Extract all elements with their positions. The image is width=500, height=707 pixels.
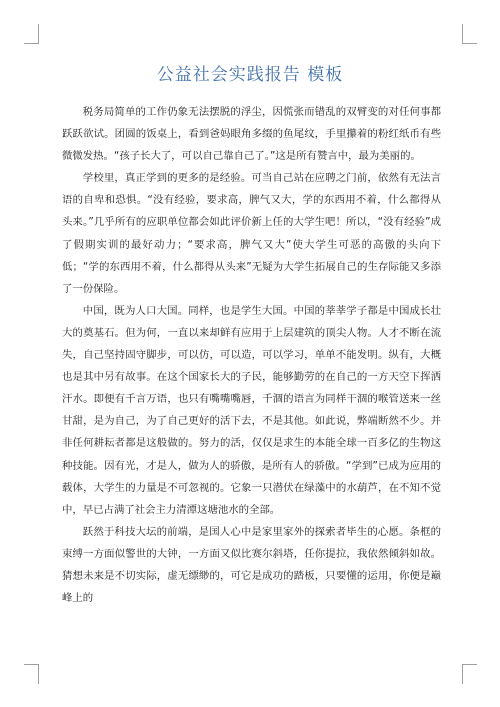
crop-mark-bottom-left [24, 664, 39, 665]
paragraph-3: 中国，既为人口大国。同样，也是学生大国。中国的莘莘学子都是中国成长壮大的奠基石。但为何，一直以来却鲜有应用于上层建筑的顶尖人物。人才不断在流失，自己坚持固守脚步，可以仿，可以造，可以学习，单单不能发明。纵有，大概也是其中另有故事。在这个国家长大的子民，能够勤劳的在自己的一方天空下挥洒汗水。即便有千言万语，也只有嘴嘴嘴唇，千涸的语言为同样干涸的喉管送来一丝甘甜，是为自己，为了自己更好的活下去，不是其他。如此说，弊端断然不少。并非任何耕耘者都是这般做的。努力的活，仅仅是求生的本能全球一百多亿的生物这种技能。因有光，才是人，做为人的骄傲，是所有人的骄傲。“学到”已成为应用的载体，大学生的力量是不可忽视的。它象一只潜伏在绿藻中的水葫芦，在不知不觉中，早已占满了社会主力清潭这塘池水的全部。 [62, 304, 441, 516]
document-title: 公益社会实践报告 模板 [156, 65, 344, 85]
crop-mark-top-left [38, 24, 39, 44]
crop-mark-top-left [24, 43, 39, 44]
crop-mark-top-right [462, 43, 477, 44]
paragraph-1: 税务局简单的工作仍象无法摆脱的浮尘，因慌张而错乱的双臂变的对任何事都跃跃欲试。团圆的饭桌上，看到爸妈眼角多缀的鱼尾纹，手里攥着的粉红纸币有些微微发热。“孩子长大了，可以自己靠自己了。”这是所有赞言中，最为美丽的。 [62, 106, 441, 163]
crop-mark-top-right [462, 24, 463, 44]
crop-mark-bottom-right [462, 664, 463, 684]
paragraph-4: 跃然于科技大坛的前端，是国人心中是家里家外的探索者毕生的心愿。条框的束缚一方面似警世的大钟，一方面又似比赛尔斜塔，任你提拉，我依然倾斜如故。猜想未来是不切实际，虚无缥缈的，可它是成功的踏板，只要懂的运用，你便是巅峰上的 [62, 525, 441, 605]
paragraph-2: 学校里，真正学到的更多的是经验。可当自己站在应聘之门前，依然有无法言语的自卑和恐惧。“没有经验，要求高，脾气又大，学的东西用不着，什么都得从头来。”几乎所有的应职单位都会如此评价新上任的大学生吧！所以，“没有经验”成了假期实训的最好动力；“要求高，脾气又大”使大学生可恶的高傲的头向下低；“学的东西用不着，什么都得从头来”无疑为大学生拓展自己的生存际能又多添了一份保险。 [62, 172, 441, 295]
crop-mark-bottom-left [38, 664, 39, 684]
document-body [62, 101, 441, 609]
crop-mark-bottom-right [462, 664, 477, 665]
